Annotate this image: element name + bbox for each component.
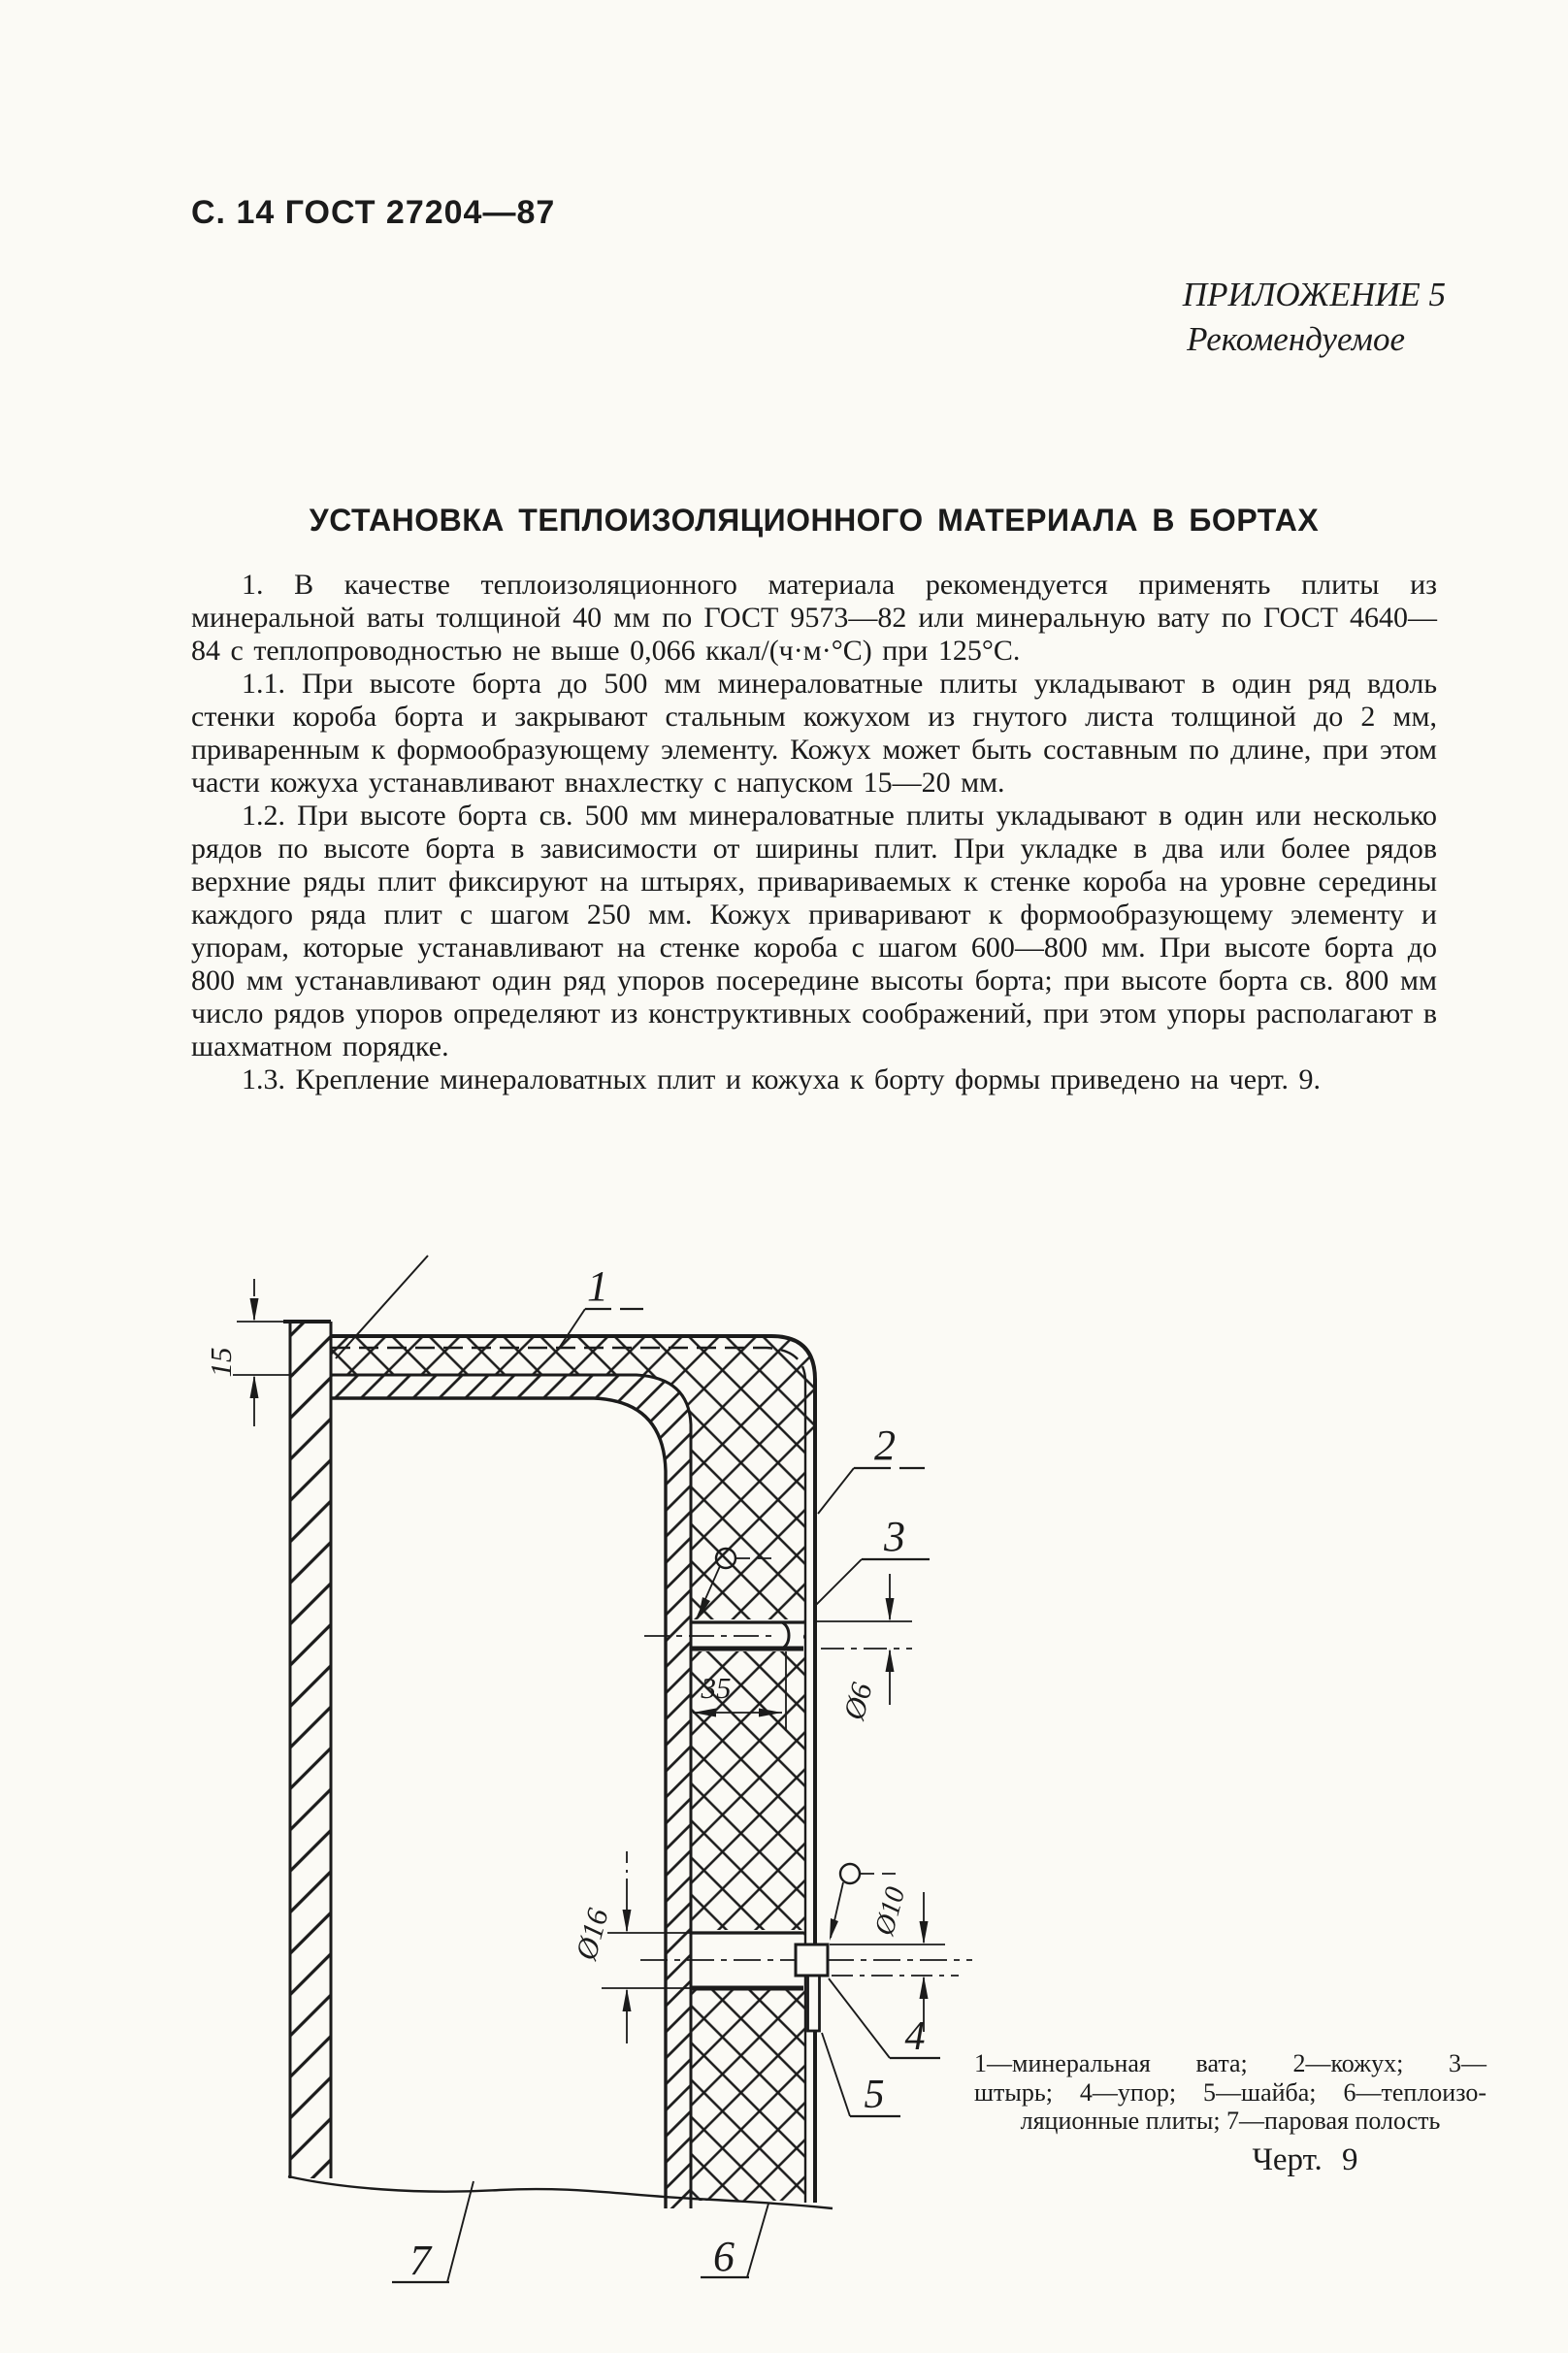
- figure-9-drawing: [136, 1242, 990, 2321]
- dimension-dia10: [830, 1883, 959, 2032]
- paragraph-1-2: 1.2. При высоте борта св. 500 мм минераловатные плиты укладывают в один или несколько рядов по высоте борта в зависимости от ширины плит. При укладке в два или более рядов верхние ряды плит фиксируют на штырях, привариваемых к стенке короба на уровне середины каждого ряда плит с шагом 250 мм. Кожух приваривают к формообразующему элементу и упорам, которые устанавливают на стенке короба с шагом 600—800 мм. При высоте борта до 800 мм устанавливают один ряд упоров посередине высоты борта; при высоте борта св. 800 мм число рядов упоров определяют из конструктивных соображений, при этом упоры располагают в шахматном порядке.: [191, 800, 1437, 1062]
- body-text: [191, 569, 1437, 1096]
- page-title: УСТАНОВКА ТЕПЛОИЗОЛЯЦИОННОГО МАТЕРИАЛА В БОРТАХ: [309, 503, 1320, 538]
- svg-text:6: 6: [713, 2233, 735, 2280]
- appendix-label: ПРИЛОЖЕНИЕ 5: [1182, 276, 1446, 313]
- paragraph-1-3: 1.3. Крепление минераловатных плит и кожуха к борту формы приведено на черт. 9.: [242, 1063, 1322, 1095]
- callout-3: [816, 1513, 930, 1605]
- callout-5: [822, 2033, 900, 2117]
- svg-text:4: 4: [904, 2014, 926, 2059]
- caption-line: штырь; 4—упор; 5—шайба; 6—теплоизо-: [974, 2077, 1486, 2107]
- callout-6: [701, 2204, 768, 2280]
- weld-symbol: [840, 1864, 860, 1883]
- caption-line: ляционные плиты; 7—паровая полость: [1020, 2107, 1441, 2135]
- dimension-dia6: [816, 1574, 912, 1724]
- figure-number: Черт. 9: [1252, 2142, 1358, 2177]
- figure-caption: [974, 2049, 1486, 2136]
- appendix-block: [1183, 273, 1446, 362]
- callout-2: [818, 1422, 925, 1514]
- svg-text:35: 35: [701, 1671, 732, 1705]
- insulation-fill: [331, 1336, 815, 2201]
- washer-plate: [808, 1976, 820, 2031]
- callout-7: [392, 2181, 474, 2284]
- svg-text:5: 5: [864, 2073, 885, 2117]
- svg-text:Ø10: Ø10: [868, 1883, 912, 1939]
- svg-text:7: 7: [409, 2237, 431, 2284]
- svg-text:3: 3: [884, 1513, 905, 1560]
- svg-text:15: 15: [204, 1347, 238, 1378]
- left-wall: [283, 1322, 331, 2178]
- stop-block: [796, 1944, 828, 1976]
- svg-text:2: 2: [874, 1422, 896, 1469]
- svg-text:1: 1: [587, 1262, 608, 1310]
- paragraph-1-1: 1.1. При высоте борта до 500 мм минераловатные плиты укладывают в один ряд вдоль стенки короба борта и закрывают стальным кожухом из гнутого листа толщиной до 2 мм, приваренным к формообразующему элементу. Кожух может быть составным по длине, при этом части кожуха устанавливают внахлестку с напуском 15—20 мм.: [191, 668, 1437, 799]
- caption-line: 1—минеральная вата; 2—кожух; 3—: [974, 2049, 1486, 2077]
- page-header: С. 14 ГОСТ 27204—87: [191, 194, 556, 231]
- svg-text:Ø16: Ø16: [569, 1904, 615, 1964]
- paragraph-1: 1. В качестве теплоизоляционного материала рекомендуется применять плиты из минеральной ваты толщиной 40 мм по ГОСТ 9573—82 или минеральную вату по ГОСТ 4640—84 с теплопроводностью не выше 0,066 ккал/(ч·м·°С) при 125°С.: [191, 569, 1437, 667]
- dimension-15: [204, 1279, 294, 1426]
- appendix-sublabel: Рекомендуемое: [1187, 320, 1405, 358]
- svg-text:Ø6: Ø6: [836, 1679, 879, 1724]
- box-wall-fill: [331, 1375, 691, 2208]
